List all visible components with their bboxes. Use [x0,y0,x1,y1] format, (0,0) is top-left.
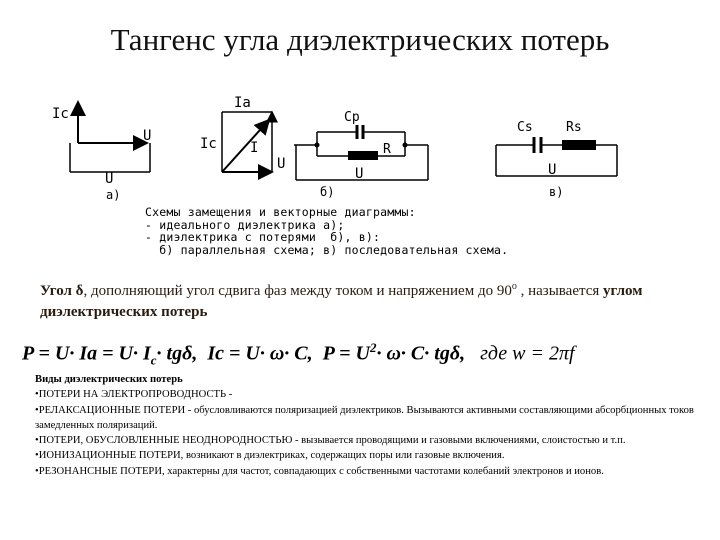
label-rs: Rs [566,120,582,135]
label-u-axis-a: U [143,128,152,144]
degree-sup: о [511,281,517,292]
label-letter-a: a) [106,188,121,202]
loss-type-desc: - [226,389,233,401]
label-u-bottom-a: U [105,171,114,187]
page-title: Тангенс угла диэлектрических потерь [110,22,610,57]
formula-part: P = U [322,342,370,365]
loss-type-name: •РЕЗОНАНСНЫЕ ПОТЕРИ [35,465,162,477]
loss-type-name: •ПОТЕРИ НА ЭЛЕКТРОПРОВОДНОСТЬ [35,389,227,401]
caption-line: б) параллельная схема; в) последовательная схема. [145,242,509,257]
label-cp: Cp [344,110,360,125]
i-vector [222,120,269,172]
loss-types-heading: Виды диэлектрических потерь [35,374,183,385]
loss-angle-definition [40,276,680,323]
list-item [35,433,697,448]
definition-emphasis: углом диэлектрических потерь [40,283,643,320]
label-letter-c: в) [549,185,564,199]
caption-line: - идеального диэлектрика а); [145,217,345,232]
label-u-circuit-b: U [355,166,364,182]
list-item [35,448,697,463]
loss-types-list [35,372,697,479]
formula-part: · tgδ, [156,342,198,365]
loss-type-name: •РЕЛАКСАЦИОННЫЕ ПОТЕРИ [35,404,186,416]
definition-term: Угол δ [40,283,84,299]
list-item [35,464,697,479]
formula-part: где w = 2πf [480,342,575,365]
loss-type-name: •ПОТЕРИ, ОБУСЛОВЛЕННЫЕ НЕОДНОРОДНОСТЬЮ [35,435,293,447]
resistor-r [348,151,378,160]
parallel-circuit-b [294,110,428,199]
vector-diagram-a [52,102,151,202]
definition-text: , дополняющий угол сдвига фаз между током и напряжением до 90 [83,283,512,299]
list-item [35,403,697,434]
loss-type-desc: - обусловливаются поляризацией диэлектриков. Вызываются активными составляющими абсорбционных токов замедленных поляризаций. [35,404,694,431]
label-u-vector-b: U [277,156,286,172]
label-ia: Ia [234,95,251,111]
caption-line: Схемы замещения и векторные диаграммы: [145,205,416,219]
definition-text: , называется [516,283,604,299]
label-u-circuit-c: U [548,162,557,178]
formula-sub: c [150,352,157,368]
formula-part: P = U· Ia = U· I [22,342,151,365]
label-letter-b: б) [320,185,335,199]
label-r: R [383,142,391,157]
label-ic-b: Ic [200,136,217,152]
formula-part: Ic = U· ω· C, [207,342,313,365]
formula-sup: 2 [369,340,377,355]
vector-diagram-b [200,95,285,172]
power-formula [22,340,575,369]
label-i: I [250,140,259,156]
loss-type-desc: , возникают в диэлектриках, содержащих поры или газовые включения. [180,450,505,462]
loss-type-name: •ИОНИЗАЦИОННЫЕ ПОТЕРИ [35,450,181,462]
label-cs: Cs [517,120,533,135]
formula-part: · ω· C· tgδ, [376,342,466,365]
resistor-rs [562,140,596,150]
series-circuit-c [496,120,617,199]
list-item [35,387,697,402]
loss-type-desc: - вызывается проводящими и газовыми включениями, слоистостью и т.п. [292,435,626,447]
label-ic-a: Ic [52,106,69,122]
diagram-caption [145,206,508,256]
caption-line: - диэлектрика с потерями б), в): [145,230,381,244]
loss-type-desc: , характерны для частот, совпадающих с собственными частотами колебаний электронов и ионов. [161,465,604,477]
